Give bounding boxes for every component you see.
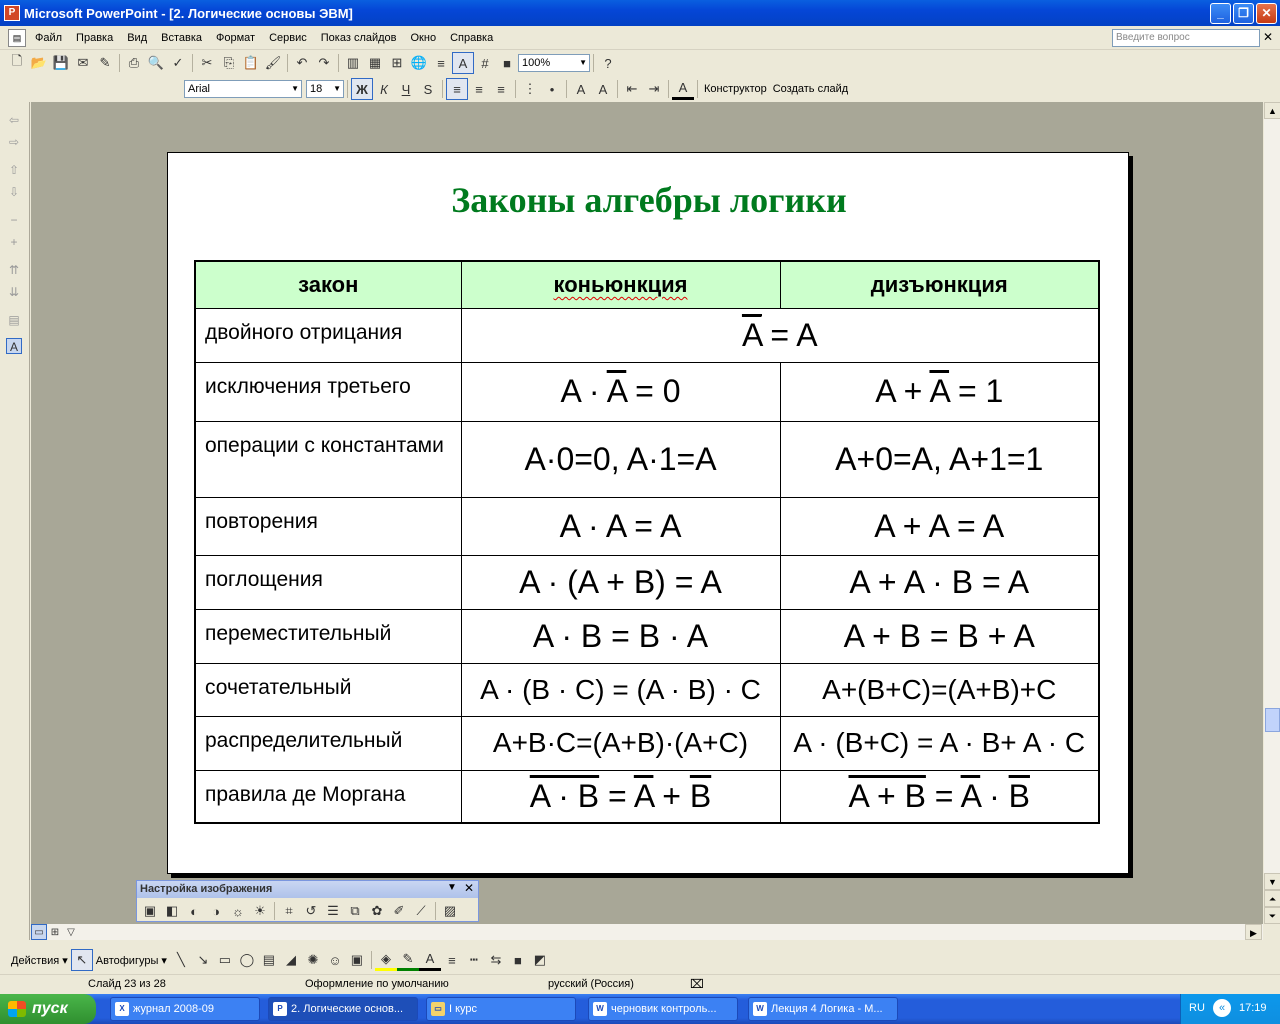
- redo-icon[interactable]: ↷: [318, 55, 330, 70]
- slide[interactable]: [167, 152, 1129, 874]
- law-name: повторения: [195, 497, 461, 555]
- wordart-icon[interactable]: ◢: [285, 952, 296, 967]
- drawing-font-color-icon[interactable]: A: [419, 949, 441, 971]
- shadow-button[interactable]: S: [423, 81, 433, 97]
- increase-indent-icon[interactable]: ⇥: [648, 81, 660, 96]
- scroll-up-icon[interactable]: ▲: [1264, 102, 1280, 119]
- formula-double-negation: $\overline{A} = A$: [461, 308, 1099, 362]
- align-left-icon[interactable]: ≡: [446, 78, 468, 100]
- recolor-icon[interactable]: ✿: [371, 903, 383, 918]
- table-row: [195, 770, 1099, 823]
- formula-constants-conj: A·0=0, A·1=A: [461, 421, 780, 497]
- align-center-icon[interactable]: ≡: [475, 81, 483, 97]
- numbering-icon[interactable]: ⋮: [523, 81, 537, 96]
- email-icon[interactable]: ✎: [99, 55, 111, 70]
- header-conjunction: коньюнкция: [461, 261, 780, 308]
- print-icon[interactable]: ⎙: [128, 55, 140, 70]
- picture-icon[interactable]: ▣: [350, 952, 364, 967]
- formula-absorption-disj: A + A · B = A: [780, 555, 1099, 609]
- menu-edit[interactable]: Правка: [76, 31, 114, 44]
- table-row: [195, 308, 1099, 362]
- task-word-lecture[interactable]: W Лекция 4 Логика - М...: [748, 997, 898, 1021]
- system-tray: [1180, 994, 1280, 1024]
- laws-table[interactable]: [194, 260, 1100, 824]
- arrow-style-icon[interactable]: ⇆: [490, 952, 502, 967]
- minimize-button[interactable]: _: [1210, 3, 1231, 24]
- picture-toolbar-title[interactable]: Настройка изображения: [137, 881, 478, 898]
- task-powerpoint[interactable]: P 2. Логические основ...: [268, 997, 418, 1021]
- formula-excluded-middle-conj: $A \cdot \overline{A} = 0$: [461, 362, 780, 421]
- scroll-down-icon[interactable]: ▼: [1264, 873, 1280, 890]
- normal-view-icon[interactable]: ▭: [31, 924, 47, 940]
- arrow-icon[interactable]: ↘: [197, 952, 209, 967]
- formatting-toolbar: [0, 76, 1280, 102]
- table-row: [195, 609, 1099, 663]
- actions-menu[interactable]: Действия ▾: [11, 954, 68, 967]
- oval-icon[interactable]: ◯: [239, 952, 255, 967]
- select-pointer-icon[interactable]: ↖: [71, 949, 93, 971]
- slideshow-icon[interactable]: ▽: [67, 926, 75, 938]
- less-brightness-icon[interactable]: ☀: [254, 903, 266, 918]
- formula-distributive-disj: A · (B+C) = A · B+ A · C: [780, 716, 1099, 770]
- language-indicator[interactable]: RU: [1189, 1002, 1205, 1014]
- table-row: [195, 362, 1099, 421]
- table-row: [195, 421, 1099, 497]
- slide-title[interactable]: Законы алгебры логики: [451, 180, 847, 220]
- color-grayscale-icon[interactable]: ■: [503, 55, 511, 71]
- picture-toolbar[interactable]: [136, 880, 479, 922]
- formula-absorption-conj: A · (A + B) = A: [461, 555, 780, 609]
- table-icon[interactable]: ▦: [368, 55, 382, 70]
- menu-insert[interactable]: Вставка: [161, 31, 203, 44]
- bullets-icon[interactable]: •: [549, 81, 555, 97]
- vertical-scrollbar[interactable]: [1263, 102, 1280, 924]
- increase-font-icon[interactable]: A: [576, 81, 586, 97]
- maximize-button[interactable]: ❐: [1233, 3, 1254, 24]
- format-painter-icon[interactable]: 🖌: [264, 55, 282, 70]
- close-button[interactable]: ✕: [1256, 3, 1277, 24]
- cut-icon[interactable]: ✂: [201, 55, 213, 70]
- expand-icon[interactable]: +: [10, 235, 18, 249]
- font-color-icon[interactable]: A: [672, 78, 694, 100]
- font-size-select[interactable]: 18 ▼: [306, 80, 344, 98]
- clipart-icon[interactable]: ☺: [328, 952, 342, 968]
- table-row: [195, 716, 1099, 770]
- law-name: правила де Моргана: [195, 770, 461, 823]
- textbox-icon[interactable]: ▤: [262, 952, 276, 967]
- next-slide-icon[interactable]: ⏷: [1264, 907, 1280, 924]
- clock: 17:19: [1239, 1002, 1267, 1014]
- formula-de-morgan-conj: $A \cdot B = \overline{A} + \overline{B}$: [461, 770, 780, 823]
- status-bar: [0, 974, 1280, 994]
- chart-icon[interactable]: ▥: [346, 55, 360, 70]
- menu-bar: [0, 26, 1280, 50]
- shadow-style-icon[interactable]: ■: [514, 952, 522, 968]
- line-style-icon[interactable]: ≡: [448, 952, 456, 968]
- windows-logo-icon: [8, 1001, 26, 1017]
- law-name: исключения третьего: [195, 362, 461, 421]
- header-law: закон: [195, 261, 461, 308]
- new-slide-button[interactable]: Создать слайд: [772, 83, 849, 95]
- help-icon[interactable]: ?: [604, 55, 612, 71]
- preview-icon[interactable]: 🔍: [147, 55, 165, 70]
- formula-constants-disj: A+0=A, A+1=1: [780, 421, 1099, 497]
- scroll-thumb[interactable]: [1265, 708, 1280, 732]
- menu-file[interactable]: Файл: [35, 31, 63, 44]
- promote-icon[interactable]: ⇦: [8, 113, 20, 127]
- menu-format[interactable]: Формат: [216, 31, 256, 44]
- insert-picture-icon[interactable]: ▣: [143, 903, 157, 918]
- less-contrast-icon[interactable]: ◑: [212, 903, 220, 919]
- color-icon[interactable]: ◧: [165, 903, 179, 918]
- language-status: русский (Россия): [548, 978, 634, 990]
- law-name: операции с константами: [195, 421, 461, 497]
- decrease-font-icon[interactable]: A: [598, 81, 608, 97]
- formula-idempotent-disj: A + A = A: [780, 497, 1099, 555]
- outline-toolbar: [0, 102, 30, 940]
- toolbar-close-icon[interactable]: ✕: [464, 881, 475, 895]
- set-transparent-icon[interactable]: ⟋: [416, 903, 426, 918]
- task-word-draft[interactable]: W черновик контроль...: [588, 997, 738, 1021]
- grid-icon[interactable]: #: [481, 55, 489, 71]
- spelling-status-icon[interactable]: ⌧: [690, 977, 704, 991]
- folder-icon: ▭: [431, 1002, 445, 1016]
- table-header-row: [195, 261, 1099, 308]
- task-folder[interactable]: ▭ I курс: [426, 997, 576, 1021]
- design-template[interactable]: Оформление по умолчанию: [305, 978, 449, 990]
- scroll-right-icon[interactable]: ▶: [1245, 924, 1262, 940]
- slide-sorter-icon[interactable]: ⊞: [50, 926, 60, 938]
- line-color-icon[interactable]: ✎: [397, 949, 419, 971]
- more-contrast-icon[interactable]: ◐: [190, 903, 198, 919]
- line-icon[interactable]: ╲: [177, 952, 185, 967]
- document-icon[interactable]: ▤: [8, 29, 26, 47]
- rectangle-icon[interactable]: ▭: [218, 952, 232, 967]
- permission-icon[interactable]: ✉: [77, 55, 89, 70]
- horizontal-scrollbar[interactable]: [31, 924, 1263, 940]
- reset-picture-icon[interactable]: ▨: [443, 903, 457, 918]
- 3d-style-icon[interactable]: ◩: [533, 952, 547, 967]
- formula-idempotent-conj: A · A = A: [461, 497, 780, 555]
- title-bar[interactable]: [0, 0, 1280, 26]
- formula-commutative-disj: A + B = B + A: [780, 609, 1099, 663]
- menu-slideshow[interactable]: Показ слайдов: [320, 31, 397, 44]
- formula-commutative-conj: A · B = B · A: [461, 609, 780, 663]
- toolbar-options-icon[interactable]: ▼: [447, 882, 457, 893]
- expand-all-icon[interactable]: ⇊: [8, 285, 20, 299]
- formula-associative-disj: A+(B+C)=(A+B)+C: [780, 663, 1099, 716]
- autoshapes-menu[interactable]: Автофигуры ▾: [95, 954, 167, 967]
- decrease-indent-icon[interactable]: ⇤: [626, 81, 638, 96]
- undo-icon[interactable]: ↶: [296, 55, 308, 70]
- spelling-icon[interactable]: ✓: [172, 55, 184, 70]
- font-select[interactable]: Arial ▼: [184, 80, 302, 98]
- show-formatting-toggle-icon[interactable]: A: [6, 338, 22, 354]
- menu-window[interactable]: Окно: [410, 31, 437, 44]
- law-name: переместительный: [195, 609, 461, 663]
- powerpoint-icon: P: [4, 5, 20, 21]
- copy-icon[interactable]: ⎘: [223, 55, 235, 70]
- underline-button[interactable]: Ч: [401, 81, 411, 97]
- formula-distributive-conj: A+B·C=(A+B)·(A+C): [461, 716, 780, 770]
- document-close-icon[interactable]: ✕: [1263, 30, 1274, 44]
- designer-button[interactable]: Конструктор: [704, 83, 767, 95]
- open-icon[interactable]: 📂: [30, 55, 48, 70]
- diagram-icon[interactable]: ✺: [307, 952, 319, 967]
- zoom-select[interactable]: 100% ▼: [518, 54, 590, 72]
- more-brightness-icon[interactable]: ☼: [232, 903, 244, 919]
- tables-borders-icon[interactable]: ⊞: [391, 55, 403, 70]
- header-disjunction: дизъюнкция: [780, 261, 1099, 308]
- word-icon: W: [593, 1002, 607, 1016]
- taskbar: [0, 994, 1280, 1024]
- drawing-toolbar: [0, 946, 1280, 974]
- paste-icon[interactable]: 📋: [242, 55, 260, 70]
- window-title: Microsoft PowerPoint - [2. Логические основы ЭВМ]: [24, 6, 353, 21]
- slide-counter: Слайд 23 из 28: [88, 978, 166, 990]
- task-excel[interactable]: X журнал 2008-09: [110, 997, 260, 1021]
- collapse-all-icon[interactable]: ⇈: [8, 263, 20, 277]
- dash-style-icon[interactable]: ┅: [470, 952, 478, 967]
- hyperlink-icon[interactable]: 🌐: [410, 55, 428, 70]
- expand-all-icon[interactable]: ≡: [437, 55, 445, 71]
- bold-button[interactable]: Ж: [351, 78, 373, 100]
- show-formatting-icon[interactable]: A: [452, 52, 474, 74]
- collapse-icon[interactable]: −: [10, 213, 18, 227]
- law-name: сочетательный: [195, 663, 461, 716]
- previous-slide-icon[interactable]: ⏶: [1264, 890, 1280, 907]
- help-search-input[interactable]: Введите вопрос: [1112, 29, 1260, 47]
- menu-help[interactable]: Справка: [450, 31, 494, 44]
- new-icon[interactable]: 🗋: [11, 53, 23, 68]
- table-row: [195, 555, 1099, 609]
- formula-associative-conj: A · (B · C) = (A · B) · C: [461, 663, 780, 716]
- formula-de-morgan-disj: $A + B = \overline{A} \cdot \overline{B}$: [780, 770, 1099, 823]
- line-style-icon[interactable]: ☰: [327, 903, 339, 918]
- tray-network-icon[interactable]: «: [1213, 999, 1231, 1017]
- menu-tools[interactable]: Сервис: [269, 31, 307, 44]
- start-button[interactable]: пуск: [0, 994, 96, 1024]
- law-name: поглощения: [195, 555, 461, 609]
- compress-icon[interactable]: ⧉: [350, 903, 360, 918]
- excel-icon: X: [115, 1002, 129, 1016]
- save-icon[interactable]: 💾: [52, 55, 70, 70]
- view-buttons: [31, 924, 111, 940]
- powerpoint-task-icon: P: [273, 1002, 287, 1016]
- format-picture-icon[interactable]: ✐: [393, 903, 405, 918]
- summary-slide-icon[interactable]: ▤: [8, 313, 20, 327]
- menu-view[interactable]: Вид: [127, 31, 148, 44]
- rotate-icon[interactable]: ↺: [305, 903, 317, 918]
- law-name: распределительный: [195, 716, 461, 770]
- move-up-icon[interactable]: ⇧: [8, 163, 20, 177]
- table-row: [195, 663, 1099, 716]
- move-down-icon[interactable]: ⇩: [8, 185, 20, 199]
- fill-color-icon[interactable]: ◈: [375, 949, 397, 971]
- formula-excluded-middle-disj: $A + \overline{A} = 1$: [780, 362, 1099, 421]
- crop-icon[interactable]: ⌗: [285, 903, 293, 918]
- demote-icon[interactable]: ⇨: [8, 135, 20, 149]
- law-name: двойного отрицания: [195, 308, 461, 362]
- italic-button[interactable]: К: [380, 81, 388, 97]
- align-right-icon[interactable]: ≡: [497, 81, 505, 97]
- word-icon: W: [753, 1002, 767, 1016]
- standard-toolbar: [0, 50, 1280, 76]
- table-row: [195, 497, 1099, 555]
